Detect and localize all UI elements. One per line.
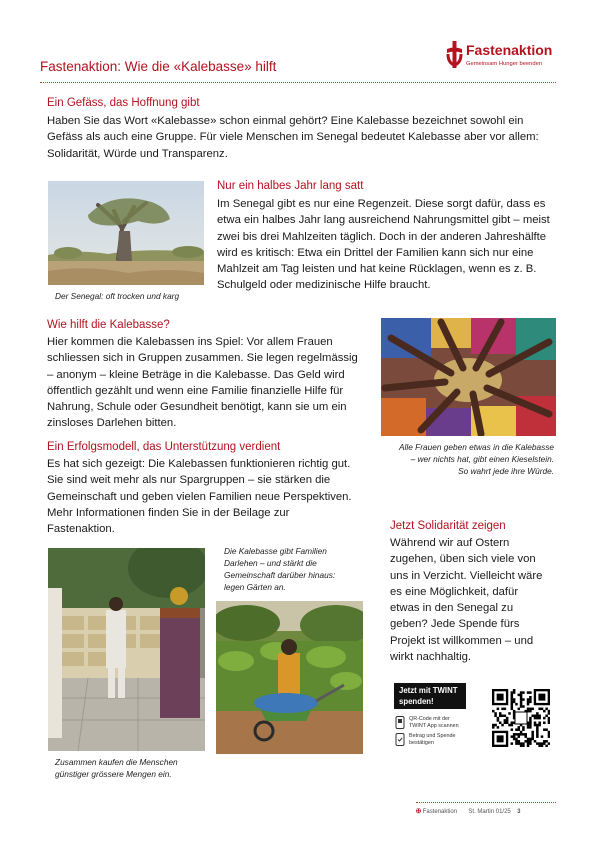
solidarity-text	[390, 535, 560, 665]
caption-line: – wer nichts hat, gibt einen Kieselstein.	[410, 454, 554, 464]
hands-caption	[386, 441, 554, 477]
twint-donate-button[interactable]	[394, 683, 466, 709]
twint-step-line: Betrag und Spende	[409, 733, 456, 739]
intro-text	[47, 113, 567, 162]
caption-line: legen Gärten an.	[224, 582, 286, 592]
text-line: Mehr Informationen finden Sie in der Beilage zur	[47, 506, 290, 519]
text-line: öffentlich gezählt und wenn eine Familie finanzielle Hilfe für	[47, 384, 344, 397]
text-line: uns in Verzicht. Vielleicht wäre	[390, 569, 543, 582]
how-heading: Wie hilft die Kalebasse?	[47, 319, 170, 331]
text-line: es eine Möglichkeit, dafür	[390, 585, 519, 598]
text-line: geben? Jede Spende fürs	[390, 618, 520, 631]
twint-button-line: Jetzt mit TWINT	[399, 686, 458, 695]
text-line: Nahrung, Schule oder Gesundheit benötigt, kann sie um ein	[47, 401, 347, 414]
text-line: Mahlzeit am Tag leisten und hat keine Rücklagen, wenn es z. B.	[217, 263, 537, 276]
twint-qr-code[interactable]	[492, 689, 550, 747]
caption-line: Darlehen – und stärkt die	[224, 558, 317, 568]
text-line: zwei bis drei Mahlzeiten täglich. Doch in der anderen Jahreshälfte	[217, 230, 547, 243]
market-caption	[55, 756, 178, 780]
footer-divider	[416, 802, 556, 803]
baobab-caption: Der Senegal: oft trocken und karg	[55, 291, 180, 301]
footer-issue: St. Martin 01/25	[468, 809, 511, 815]
market-photo	[48, 548, 205, 751]
success-heading: Ein Erfolgsmodell, das Unterstützung verdient	[47, 441, 281, 453]
footer	[416, 808, 520, 815]
text-line: wirkt nachhaltig.	[390, 651, 471, 664]
twint-step-line: TWINT App scannen	[409, 722, 459, 729]
twint-step-scan	[409, 716, 459, 729]
logo-tagline: Gemeinsam Hunger beenden	[466, 61, 543, 67]
garden-photo	[216, 601, 363, 754]
text-line: Es hat sich gezeigt: Die Kalebassen funktionieren richtig gut.	[47, 458, 351, 470]
text-line: Projekt ist willkommen – und	[390, 634, 534, 647]
twint-step-confirm	[409, 733, 455, 746]
text-line: Gemeinschaft und geben vielen Familien neue Perspektiven.	[47, 490, 352, 503]
text-line: Während wir auf Ostern	[390, 537, 510, 549]
halfyear-heading: Nur ein halbes Jahr lang satt	[217, 180, 364, 192]
caption-line: Zusammen kaufen die Menschen	[55, 757, 178, 767]
twint-step-line: bestätigen	[409, 739, 434, 746]
caption-line: Die Kalebasse gibt Familien	[224, 546, 327, 556]
footer-brand: Fastenaktion	[422, 809, 458, 815]
halfyear-text	[217, 196, 562, 294]
page-title: Fastenaktion: Wie die «Kalebasse» hilft	[40, 59, 277, 74]
text-line: schliessen sich in Gruppen zusammen. Sie legen regelmässig	[47, 352, 358, 365]
footer-logo-icon: ✠	[416, 809, 422, 815]
text-line: Sie sind weit mehr als nur Spargruppen – sie stärken die	[47, 474, 331, 487]
intro-heading: Ein Gefäss, das Hoffnung gibt	[47, 97, 200, 109]
garden-caption	[224, 545, 335, 593]
hands-photo	[381, 318, 556, 436]
success-text	[47, 456, 377, 537]
phone-confirm-icon	[395, 733, 405, 746]
text-line: Fastenaktion.	[47, 523, 115, 536]
page-number: 3	[517, 809, 521, 815]
solidarity-heading: Jetzt Solidarität zeigen	[390, 520, 506, 532]
caption-line: günstiger grössere Mengen ein.	[55, 769, 172, 779]
caption-line: So wahrt jede ihre Würde.	[458, 466, 554, 476]
text-line: Im Senegal gibt es nur eine Regenzeit. Diese sorgt dafür, dass es	[217, 198, 546, 210]
twint-step-line: QR-Code mit der	[409, 716, 450, 722]
phone-scan-icon	[395, 716, 405, 729]
fastenaktion-logo	[446, 40, 566, 72]
text-line: etwas in den Senegal zu	[390, 602, 514, 615]
text-line: Haben Sie das Wort «Kalebasse» schon einmal gehört? Eine Kalebasse bezeichnet sowohl ein	[47, 115, 524, 127]
caption-line: Gemeinschaft darüber hinaus:	[224, 570, 336, 580]
header-divider	[40, 82, 556, 83]
logo-mark-icon	[446, 41, 463, 69]
text-line: Solidarität, Würde und Transparenz.	[47, 147, 228, 160]
caption-line: Alle Frauen geben etwas in die Kalebasse	[399, 442, 554, 452]
logo-wordmark: Fastenaktion	[466, 42, 553, 58]
text-line: – anonym – kleine Beträge in die Kalebasse. Das Geld wird	[47, 368, 345, 381]
text-line: wird es kritisch: Etwa ein Drittel der Familien kann sich nur eine	[217, 246, 534, 259]
text-line: zinsloses Darlehen bitten.	[47, 417, 177, 430]
twint-button-line: spenden!	[399, 697, 434, 706]
how-text	[47, 334, 367, 432]
text-line: Hier kommen die Kalebassen ins Spiel: Vor allem Frauen	[47, 336, 333, 348]
text-line: Gefäss als auch eine Gruppe. Für viele Menschen im Senegal bedeutet Kalebasse aber vor allem:	[47, 131, 539, 144]
text-line: etwa ein halbes Jahr lang ausreichend Nahrungsmittel gibt – meist	[217, 214, 550, 227]
text-line: zugehen, üben sich viele von	[390, 553, 536, 566]
baobab-photo	[48, 181, 204, 285]
text-line: Schulgeld oder medizinische Hilfe braucht.	[217, 279, 431, 292]
